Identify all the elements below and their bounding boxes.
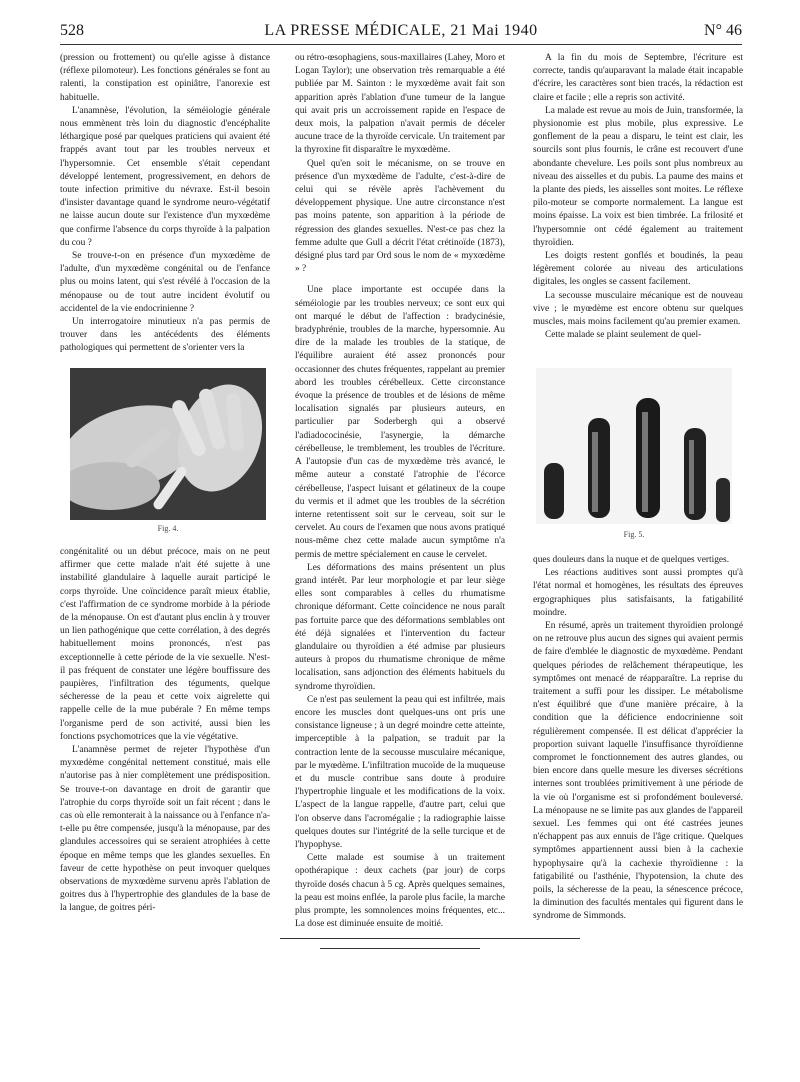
paragraph: Cette malade se plaint seulement de quel-: [545, 330, 702, 341]
column-1-top: [60, 52, 270, 356]
figure-5-caption: Fig. 5.: [623, 530, 645, 539]
column-3-top: [533, 52, 743, 342]
column-1-bottom: [60, 546, 270, 916]
paragraph: En résumé, après un traitement thyroïdien prolongé on ne retrouve plus aucun des signes qui avaient permis de faire d'emblée le diagnostic de myxœdème. Pendant quelques périodes de relâchement thérapeutique, les symptômes ont menacé de réapparaître. La reprise du traitement a suffi pour les dissiper. Le métabolisme n'est équilibré que d'une manière précaire, à la condition que la déficience endocrinienne soit régulièrement compensée. Il est délicat d'apprécier la proportion suivant laquelle l'insuffisance thyroïdienne compromet le fonctionnement des autres glandes, ou bien encore dans quelle mesure les diverses sécrétions internes sont troublées primitivement à une période de la vie où l'organisme est si profondément bouleversé. La ménopause ne se limite pas aux glandes de l'appareil sexuel. Les femmes qui ont été castrées jeunes n'échappent pas aux ennuis de l'âge critique. Quelques symptômes appartiennent aussi bien à la cachexie hypophysaire qu'à la cachexie thyroïdienne : la fatigabilité ou l'asthénie, l'hypotension, la chute des poils, la sécheresse de la peau, la sénescence précoce, la diminution des facultés mentales qui figurent dans le syndrome de Simmonds.: [533, 621, 743, 922]
paragraph: ou rétro-œsophagiens, sous-maxillaires (Lahey, Moro et Logan Taylor); une observation très remarquable a été publiée par M. Sainton : le myxœdème avait fait son apparition après l'ablation d'une tumeur de la langue qui avait pris un accroissement rapide en l'espace de deux mois, la palpation n'avait permis de déceler aucune trace de la thyroïde cervicale. Un traitement par la thyroxine fit disparaître le myxœdème.: [295, 53, 506, 156]
paragraph: Les réactions auditives sont aussi promptes qu'à l'état normal et homogènes, les résultats des épreuves ergographiques plus satisfaisants, la fatigabilité moindre.: [533, 568, 743, 618]
footer-rule-short: [320, 948, 480, 949]
paragraph: Se trouve-t-on en présence d'un myxœdème de l'adulte, d'un myxœdème congénital ou de l'enfance plus ou moins latent, qui s'est révélé à l'occasion de la ménopause ou de tout autre incident évolutif ou accidentel de la vie endocrinienne ?: [60, 251, 270, 314]
column-3-bottom: [533, 554, 743, 924]
figure-4-hands-photo: [70, 368, 266, 520]
paragraph: Les doigts restent gonflés et boudinés, la peau légèrement colorée au niveau des articulations digitales, les ongles se cassent facilement.: [533, 251, 743, 288]
figure-5-xray-fingers: [536, 368, 732, 524]
figure-4-caption: Fig. 4.: [157, 524, 179, 533]
footer-rule: [280, 938, 580, 939]
issue-number: N° 46: [704, 22, 742, 39]
paragraph: L'anamnèse permet de rejeter l'hypothèse d'un myxœdème congénital nettement constitué, mais elle n'autorise pas à nier complètement une prédisposition. Se trouve-t-on davantage en droit de garantir que l'atrophie du corps thyroïde soit un fait récent ; dans le cas où elle remonterait à la naissance ou à l'enfance n'a-t-elle pu être compensée, jusqu'à la ménopause, par des glandules accessoires qui se seraient atrophiées à cette époque en même temps que les glandes sexuelles. En faveur de cette hypothèse on peut invoquer quelques observations de myxœdème survenu après l'ablation de goitres dus à l'hypertrophie des glandules de la base de la langue, de goitres péri-: [60, 745, 270, 914]
page-header: [60, 22, 742, 42]
paragraph: L'anamnèse, l'évolution, la séméiologie générale nous emmènent très loin du diagnostic d'encéphalite léthargique posé par quelques praticiens qui avaient été frappés avant tout par les troubles nerveux et l'hypersomnie. Cet ensemble s'était cependant développé lentement, progressivement, en dehors de toute infection primitive du névraxe. Est-il besoin d'insister davantage quand le syndrome neuro-végétatif ne laisse aucun doute sur l'existence d'un myxœdème que confirme l'absence du corps thyroïde à la palpation du cou ?: [60, 105, 270, 248]
paragraph: Une place importante est occupée dans la séméiologie par les troubles nerveux; ce sont eux qui ont marqué le début de l'affection : bradycinésie, bradyphrénie, troubles de la marche, hypersomnie. Au dire de la malade les troubles de la statique, de l'équilibre auraient été assez prononcés pour occasionner des chutes fréquentes, rappelant au premier abord les troubles cérébelleux. Cette circonstance évoque la présence de troubles et de lésions de même localisation signalés par plusieurs auteurs, en particulier par Soderbergh qui a observé l'adiadococinésie, l'asynergie, la démarche cérébelleuse, le tremblement, les troubles de l'écriture. A l'autopsie d'un cas de myxœdème très avancé, le même auteur a constaté l'atrophie de l'écorce cérébelleuse, l'aspect luisant et gélatineux de la coupe du vermis et il admet que les troubles de la sécrétion interne retentissent soit sur le cerveau, soit sur le cervelet. Au cours de l'examen que nous avons pratiqué nous-même chez cette malade aucun symptôme n'a permis de mettre spécialement en cause le cervelet.: [295, 285, 505, 560]
header-rule: [60, 44, 742, 45]
paragraph: La secousse musculaire mécanique est de nouveau vive ; le myœdème est encore obtenu sur quelques muscles, mais moins facilement qu'au premier examen.: [533, 290, 743, 328]
paragraph: Les déformations des mains présentent un plus grand intérêt. Par leur morphologie et par leur siège elles sont comparables à celles du rhumatisme chronique déformant. Cette coïncidence ne nous paraît pas fortuite parce que des déformations semblables ont été déjà signalées et l'intervention du facteur glandulaire ou thyroïdien a été admise par plusieurs auteurs à propos du rhumatisme chronique de même localisation, sans adjonction des éléments habituels du syndrome thyroïdien.: [295, 562, 505, 692]
paragraph: congénitalité ou un début précoce, mais on ne peut affirmer que cette malade n'ait été sujette à une instabilité glandulaire à laquelle aurait participé le corps thyroïde. Une coïncidence paraît mieux établie, c'est l'affirmation de ce syndrome morbide à la période de la ménopause. On est d'autant plus enclin à y trouver un lien pathogénique que cette corrélation, à des degrés habituellement moins prononcés, n'est pas exceptionnelle à cette période de la vie sexuelle. N'est-il pas fréquent de constater une légère bouffissure des paupières, l'infiltration des téguments, quelque sécheresse de la peau et cette voix aigrelette qui rappelle celle de la mue pubérale ? En même temps l'organisme perd de son activité, aussi bien les fonctions psychomotrices que la vie végétative.: [60, 547, 270, 742]
column-2: [295, 52, 505, 931]
paragraph: Quel qu'en soit le mécanisme, on se trouve en présence d'un myxœdème de l'adulte, c'est-à-dire de celui qui se révèle après l'achèvement du développement physique. Une autre circonstance n'est pas moins patente, son apparition à la période de régression des glandes sexuelles. N'est-ce pas chez la femme adulte que Gull a décrit l'état crétinoïde (1873), désigné plus tard par Ord sous le nom de « myxœdème » ?: [295, 158, 505, 275]
page-number: 528: [60, 22, 84, 39]
paragraph: Cette malade est soumise à un traitement opothérapique : deux cachets (par jour) de corps thyroïde dosés chacun à 5 cg. Après quelques semaines, la peau est moins enflée, la parole plus facile, la marche plus prompte, les somnolences moins fréquentes, etc... La dose est diminuée ensuite de moitié.: [295, 853, 505, 930]
journal-title: LA PRESSE MÉDICALE, 21 Mai 1940: [264, 22, 538, 39]
paragraph: (pression ou frottement) ou qu'elle agisse à distance (réflexe pilomoteur). Les fonctions générales se font au ralenti, la constipation est opiniâtre, l'anorexie est habituelle.: [60, 53, 270, 103]
paragraph: La malade est revue au mois de Juin, transformée, la physionomie est plus mobile, plus expressive. Le gonflement de la peau a disparu, le teint est clair, les sourcils sont plus fournis, le crâne est recouvert d'une abondante chevelure. Les poils sont plus nombreux au niveau des aisselles et du pubis. La paume des mains et la plante des pieds, les aisselles sont moites. Le réflexe pilo-moteur se comporte normalement. La langue est moins épaisse. La voix est bien timbrée. La frilosité et l'hypersomnie ont cédé également au traitement thyroïdien.: [533, 105, 743, 248]
paragraph: ques douleurs dans la nuque et de quelques vertiges.: [533, 555, 730, 565]
paragraph: Un interrogatoire minutieux n'a pas permis de trouver dans les antécédents des éléments pathologiques qui permettent de s'orienter vers la: [60, 317, 270, 354]
paragraph: A la fin du mois de Septembre, l'écriture est correcte, tandis qu'auparavant la malade était incapable d'écrire, les caractères sont bien tracés, la rédaction est claire et facile ; elle a repris son activité.: [533, 53, 743, 103]
paragraph: Ce n'est pas seulement la peau qui est infiltrée, mais encore les muscles dont quelques-uns ont pris une consistance ligneuse ; à un degré moindre cette atteinte, imperceptible à la palpation, se traduit par la contraction lente de la secousse musculaire mécanique, par le myœdème. L'infiltration mucoïde de la muqueuse et du muscle contribue sans doute à produire l'hypertrophie linguale et les modifications de la voix. L'aspect de la langue rappelle, d'autre part, celui que l'on observe dans l'acromégalie ; la radiographie laisse quelques doutes sur l'intégrité de la selle turcique et de l'hypophyse.: [295, 694, 505, 850]
